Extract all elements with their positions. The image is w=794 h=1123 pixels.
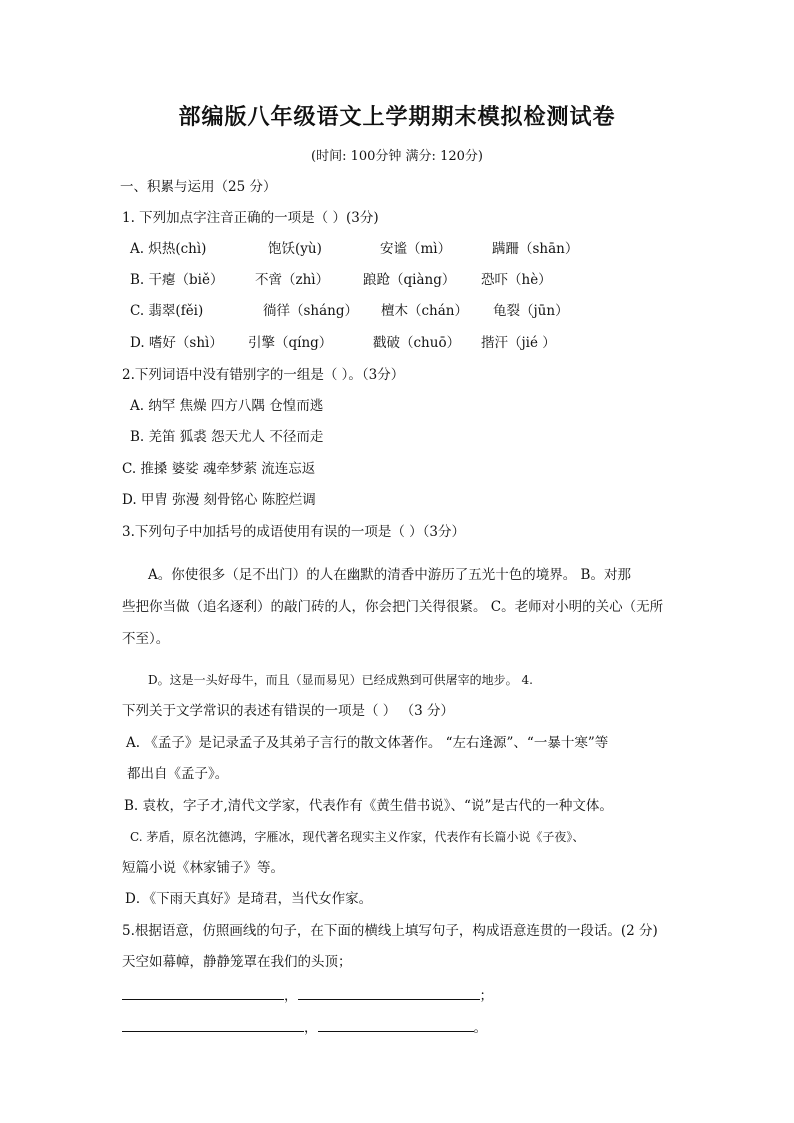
option-word: 揩汗（jié ） (481, 335, 556, 351)
question-3-stem: 3.下列句子中加括号的成语使用有误的一项是（ ）（3分） (122, 524, 466, 540)
question-1-option-d (130, 334, 556, 352)
answer-blank[interactable] (298, 985, 480, 1000)
question-1-option-a (130, 240, 578, 258)
question-5-stem: 5.根据语意，仿照画线的句子，在下面的横线上填写句子，构成语意连贯的一段话。(2 分) (122, 923, 658, 939)
option-word: 安谧（mì） (380, 241, 452, 257)
question-3-option-d: D。这是一头好母牛，而且（显而易见）已经成熟到可供屠宰的地步。 4. (148, 673, 533, 687)
option-word: D. 嗜好（shì） (130, 335, 223, 351)
question-4-option-c-cont: 短篇小说《林家铺子》等。 (122, 860, 284, 876)
comma: ， (304, 1020, 318, 1036)
answer-blank[interactable] (318, 1017, 474, 1032)
question-1-option-c (130, 302, 569, 320)
option-word: 蹒跚（shān） (492, 241, 579, 257)
question-3-paragraph-line: A。你使很多（足不出门）的人在幽默的清香中游历了五光十色的境界。 B。对那 (148, 567, 631, 583)
semicolon: ； (479, 988, 493, 1004)
exam-info: (时间: 100分钟 满分: 120分) (311, 149, 483, 164)
comma: ， (284, 988, 298, 1004)
question-3-paragraph-line: 不至）。 (122, 631, 170, 647)
answer-line-2 (122, 1017, 487, 1037)
question-4-option-c: C. 茅盾，原名沈德鸿，字雁冰，现代著名现实主义作家，代表作有长篇小说《子夜》、 (130, 830, 585, 844)
question-4-stem: 下列关于文学常识的表述有错误的一项是（ ） （3 分） (122, 703, 454, 719)
answer-blank[interactable] (122, 985, 284, 1000)
question-1-option-b (130, 271, 552, 289)
option-word: C. 翡翠(fěi) (130, 303, 204, 319)
option-word: 恐吓（hè） (481, 272, 552, 288)
question-4-option-d: D．《下雨天真好》是琦君，当代女作家。 (125, 891, 373, 907)
question-1-stem: 1. 下列加点字注音正确的一项是（ ）(3分) (122, 210, 379, 226)
section-heading: 一、积累与运用（25 分） (120, 179, 277, 195)
answer-line-1 (122, 985, 493, 1005)
option-word: 不啻（zhì） (255, 272, 330, 288)
question-4-option-b: B. 袁枚，字子才,清代文学家，代表作有《黄生借书说》、“说”是古代的一种文体。 (124, 798, 613, 814)
question-2-stem: 2.下列词语中没有错别字的一组是（ ）。（3分） (122, 367, 405, 383)
option-word: 饱饫(yù) (268, 241, 322, 257)
question-2-option-d: D. 甲胄 弥漫 刻骨铭心 陈腔烂调 (122, 492, 316, 508)
question-2-option-b: B. 羌笛 狐裘 怨天尤人 不径而走 (130, 429, 324, 445)
option-word: 檀木（chán） (381, 303, 468, 319)
answer-blank[interactable] (122, 1017, 304, 1032)
question-2-option-a: A. 纳罕 焦燥 四方八隅 仓惶而逃 (130, 398, 324, 414)
option-word: A. 炽热(chì) (130, 241, 207, 257)
option-word: 引擎（qíng） (248, 335, 333, 351)
page-title: 部编版八年级语文上学期期末模拟检测试卷 (178, 105, 616, 130)
option-word: 龟裂（jūn） (493, 303, 569, 319)
option-word: 踉跄（qiàng） (363, 272, 456, 288)
question-2-option-c: C. 推搡 婆娑 魂牵梦萦 流连忘返 (122, 461, 316, 477)
period: 。 (473, 1020, 487, 1036)
option-word: B. 干瘪（biě） (130, 272, 224, 288)
option-word: 戳破（chuō） (373, 335, 461, 351)
question-3-paragraph-line: 些把你当做（追名逐利）的敲门砖的人，你会把门关得很紧。 C。老师对小明的关心（无所 (122, 599, 664, 615)
question-4-option-a-cont: 都出自《孟子》。 (127, 766, 229, 782)
question-5-sample-sentence: 天空如幕幛，静静笼罩在我们的头顶； (122, 954, 352, 970)
option-word: 徜徉（sháng） (263, 303, 359, 319)
question-4-option-a: A. 《孟子》是记录孟子及其弟子言行的散文体著作。 “左右逢源”、“一暴十寒”等 (126, 735, 609, 751)
